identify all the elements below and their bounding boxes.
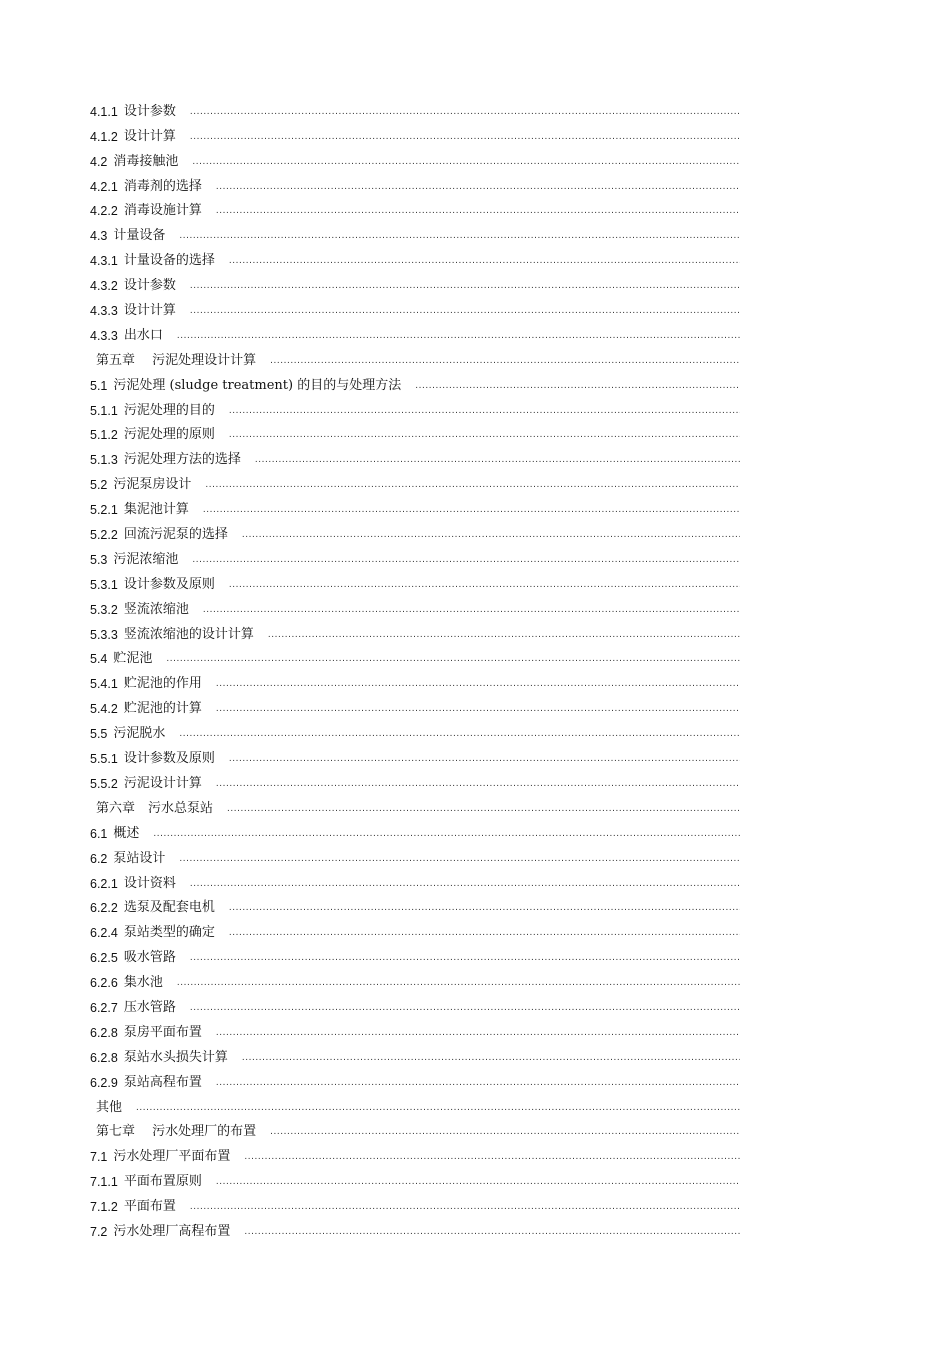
toc-entry[interactable]: [90, 145, 740, 170]
toc-entry-title: 平面布置原则: [123, 1174, 202, 1190]
toc-entry-title: 设计参数及原则: [123, 751, 215, 767]
toc-entry[interactable]: [90, 817, 740, 842]
dot-leader: [216, 1077, 740, 1091]
toc-entry[interactable]: [90, 170, 740, 195]
toc-entry-title: 压水管路: [123, 999, 176, 1015]
dot-leader: [190, 1201, 740, 1215]
toc-entry[interactable]: [90, 269, 740, 294]
toc-entry-number: 5.4.2: [90, 702, 118, 717]
toc-entry-title: 泵站水头损失计算: [123, 1049, 228, 1065]
toc-entry-title: 污泥处理的目的: [123, 402, 215, 418]
toc-entry-title: 设计计算: [123, 303, 176, 319]
dot-leader: [216, 1027, 740, 1041]
toc-entry[interactable]: [90, 966, 740, 991]
dot-leader: [229, 927, 740, 941]
toc-entry[interactable]: [90, 1091, 740, 1116]
toc-entry[interactable]: [90, 369, 740, 394]
dot-leader: [192, 156, 740, 170]
toc-entry-number: 6.2.8: [90, 1025, 118, 1040]
toc-entry-number: 6.1: [90, 826, 108, 841]
toc-entry[interactable]: [90, 344, 740, 369]
dot-leader: [216, 181, 740, 195]
toc-entry-number: 5.4.1: [90, 677, 118, 692]
dot-leader: [177, 330, 740, 344]
toc-entry-number: 4.2: [90, 154, 108, 169]
toc-entry[interactable]: [90, 443, 740, 468]
toc-entry-number: 6.2.7: [90, 1000, 118, 1015]
dot-leader: [179, 728, 740, 742]
toc-entry-number: 6.2.4: [90, 926, 118, 941]
toc-entry-title: 设计参数: [123, 103, 176, 119]
toc-entry-number: 5.1.1: [90, 403, 118, 418]
toc-entry-title: 回流污泥泵的选择: [123, 527, 228, 543]
toc-entry-title: 污水处理厂高程布置: [113, 1223, 231, 1239]
toc-entry-number: 4.1.1: [90, 104, 118, 119]
toc-entry-title: 污泥处理方法的选择: [123, 452, 241, 468]
toc-entry[interactable]: [90, 1041, 740, 1066]
dot-leader: [190, 131, 740, 145]
toc-entry-number: 5.5.2: [90, 776, 118, 791]
dot-leader: [216, 205, 740, 219]
toc-entry-title: 集水池: [123, 975, 163, 991]
dot-leader: [190, 1002, 740, 1016]
dot-leader: [203, 604, 740, 618]
toc-entry[interactable]: [90, 742, 740, 767]
dot-leader: [229, 753, 740, 767]
toc-entry[interactable]: [90, 717, 740, 742]
dot-leader: [179, 853, 740, 867]
toc-entry[interactable]: [90, 568, 740, 593]
toc-entry-title: 第七章 污水处理厂的布置: [96, 1124, 257, 1140]
toc-entry[interactable]: [90, 294, 740, 319]
dot-leader: [270, 1126, 740, 1140]
toc-entry-title: 其他: [96, 1099, 123, 1115]
toc-entry-number: 6.2.1: [90, 876, 118, 891]
toc-entry-number: 6.2.5: [90, 951, 118, 966]
dot-leader: [229, 579, 740, 593]
dot-leader: [192, 554, 740, 568]
toc-entry-number: 5.1: [90, 378, 108, 393]
toc-entry-number: 5.3: [90, 552, 108, 567]
toc-entry-title: 泵站高程布置: [123, 1074, 202, 1090]
dot-leader: [190, 305, 740, 319]
toc-entry-number: 4.3.1: [90, 254, 118, 269]
dot-leader: [166, 653, 740, 667]
dot-leader: [190, 280, 740, 294]
toc-entry-number: 4.3.3: [90, 304, 118, 319]
toc-entry[interactable]: [90, 1165, 740, 1190]
toc-entry[interactable]: [90, 1116, 740, 1141]
toc-entry-title: 吸水管路: [123, 950, 176, 966]
dot-leader: [190, 952, 740, 966]
toc-entry-number: 5.2.1: [90, 503, 118, 518]
dot-leader: [153, 828, 740, 842]
toc-entry[interactable]: [90, 518, 740, 543]
dot-leader: [205, 479, 740, 493]
toc-entry-number: 7.1.1: [90, 1175, 118, 1190]
dot-leader: [216, 678, 740, 692]
toc-entry[interactable]: [90, 667, 740, 692]
toc-entry-title: 贮泥池: [113, 651, 153, 667]
toc-entry-title: 污泥处理 (sludge treatment) 的目的与处理方法: [113, 377, 402, 393]
toc-entry-title: 竖流浓缩池的设计计算: [123, 626, 254, 642]
toc-entry-number: 5.5.1: [90, 752, 118, 767]
toc-entry[interactable]: [90, 618, 740, 643]
toc-entry[interactable]: [90, 593, 740, 618]
toc-entry[interactable]: [90, 419, 740, 444]
toc-entry[interactable]: [90, 195, 740, 220]
table-of-contents: [90, 95, 740, 1240]
dot-leader: [190, 106, 740, 120]
toc-entry-number: 4.2.2: [90, 204, 118, 219]
toc-entry[interactable]: [90, 543, 740, 568]
dot-leader: [255, 454, 740, 468]
dot-leader: [190, 878, 740, 892]
dot-leader: [242, 1052, 740, 1066]
toc-entry-title: 污泥浓缩池: [113, 551, 179, 567]
toc-entry-number: 5.5: [90, 727, 108, 742]
toc-entry[interactable]: [90, 767, 740, 792]
toc-entry[interactable]: [90, 244, 740, 269]
toc-entry-number: 6.2.2: [90, 901, 118, 916]
toc-entry[interactable]: [90, 1140, 740, 1165]
toc-entry-title: 贮泥池的作用: [123, 676, 202, 692]
dot-leader: [203, 504, 740, 518]
toc-entry[interactable]: [90, 643, 740, 668]
toc-entry-number: 4.3.3: [90, 328, 118, 343]
toc-entry-number: 5.4: [90, 652, 108, 667]
toc-entry[interactable]: [90, 493, 740, 518]
toc-entry-number: 5.2.2: [90, 528, 118, 543]
toc-entry-number: 5.1.2: [90, 428, 118, 443]
toc-entry-title: 竖流浓缩池: [123, 601, 189, 617]
toc-entry-title: 污泥泵房设计: [113, 477, 192, 493]
toc-entry-title: 消毒剂的选择: [123, 178, 202, 194]
toc-entry-title: 消毒设施计算: [123, 203, 202, 219]
toc-entry[interactable]: [90, 1016, 740, 1041]
dot-leader: [177, 977, 740, 991]
dot-leader: [216, 1176, 740, 1190]
dot-leader: [270, 355, 740, 369]
toc-entry[interactable]: [90, 991, 740, 1016]
toc-entry-title: 污泥处理的原则: [123, 427, 215, 443]
toc-entry-title: 第六章 污水总泵站: [96, 800, 214, 816]
toc-entry-title: 设计计算: [123, 128, 176, 144]
toc-entry[interactable]: [90, 867, 740, 892]
toc-entry[interactable]: [90, 941, 740, 966]
toc-entry-number: 5.3.3: [90, 627, 118, 642]
toc-entry-title: 平面布置: [123, 1199, 176, 1215]
dot-leader: [229, 902, 740, 916]
dot-leader: [229, 405, 740, 419]
toc-entry-number: 4.3: [90, 229, 108, 244]
toc-entry[interactable]: [90, 1190, 740, 1215]
dot-leader: [216, 778, 740, 792]
toc-entry[interactable]: [90, 792, 740, 817]
toc-entry-title: 选泵及配套电机: [123, 900, 215, 916]
toc-entry-number: 4.1.2: [90, 129, 118, 144]
toc-entry-title: 设计参数及原则: [123, 576, 215, 592]
toc-entry-title: 泵站设计: [113, 850, 166, 866]
toc-entry-title: 集泥池计算: [123, 502, 189, 518]
toc-entry-number: 5.1.3: [90, 453, 118, 468]
dot-leader: [244, 1226, 740, 1240]
toc-entry-title: 泵房平面布置: [123, 1024, 202, 1040]
dot-leader: [179, 230, 740, 244]
dot-leader: [136, 1102, 740, 1116]
toc-entry-title: 第五章 污泥处理设计计算: [96, 352, 257, 368]
toc-entry[interactable]: [90, 916, 740, 941]
toc-entry[interactable]: [90, 1066, 740, 1091]
toc-entry[interactable]: [90, 842, 740, 867]
toc-entry-number: 5.2: [90, 478, 108, 493]
toc-entry-title: 计量设备: [113, 228, 166, 244]
toc-entry-title: 污泥脱水: [113, 726, 166, 742]
toc-entry[interactable]: [90, 120, 740, 145]
toc-entry[interactable]: [90, 319, 740, 344]
toc-entry-number: 6.2.8: [90, 1050, 118, 1065]
dot-leader: [216, 703, 740, 717]
toc-entry[interactable]: [90, 468, 740, 493]
dot-leader: [227, 803, 740, 817]
toc-entry-number: 6.2: [90, 851, 108, 866]
toc-entry-number: 5.3.2: [90, 602, 118, 617]
toc-entry[interactable]: [90, 1215, 740, 1240]
dot-leader: [415, 380, 740, 394]
toc-entry-title: 消毒接触池: [113, 153, 179, 169]
toc-entry[interactable]: [90, 95, 740, 120]
toc-entry-title: 计量设备的选择: [123, 253, 215, 269]
toc-entry-number: 7.1: [90, 1150, 108, 1165]
toc-entry-title: 设计资料: [123, 875, 176, 891]
toc-entry-title: 概述: [113, 825, 140, 841]
dot-leader: [229, 429, 740, 443]
toc-entry[interactable]: [90, 892, 740, 917]
dot-leader: [268, 629, 740, 643]
toc-entry-title: 泵站类型的确定: [123, 925, 215, 941]
toc-entry-number: 7.2: [90, 1224, 108, 1239]
toc-entry-title: 出水口: [123, 327, 163, 343]
toc-entry-title: 设计参数: [123, 278, 176, 294]
toc-entry-number: 4.2.1: [90, 179, 118, 194]
toc-entry-title: 污泥设计计算: [123, 775, 202, 791]
toc-entry-number: 5.3.1: [90, 577, 118, 592]
toc-entry-number: 6.2.6: [90, 976, 118, 991]
toc-entry-title: 贮泥池的计算: [123, 701, 202, 717]
toc-entry-number: 7.1.2: [90, 1200, 118, 1215]
toc-entry[interactable]: [90, 394, 740, 419]
toc-entry[interactable]: [90, 219, 740, 244]
toc-entry-number: 6.2.9: [90, 1075, 118, 1090]
dot-leader: [229, 255, 740, 269]
dot-leader: [244, 1151, 740, 1165]
dot-leader: [242, 529, 740, 543]
toc-entry-number: 4.3.2: [90, 279, 118, 294]
toc-entry-title: 污水处理厂平面布置: [113, 1149, 231, 1165]
toc-entry[interactable]: [90, 692, 740, 717]
